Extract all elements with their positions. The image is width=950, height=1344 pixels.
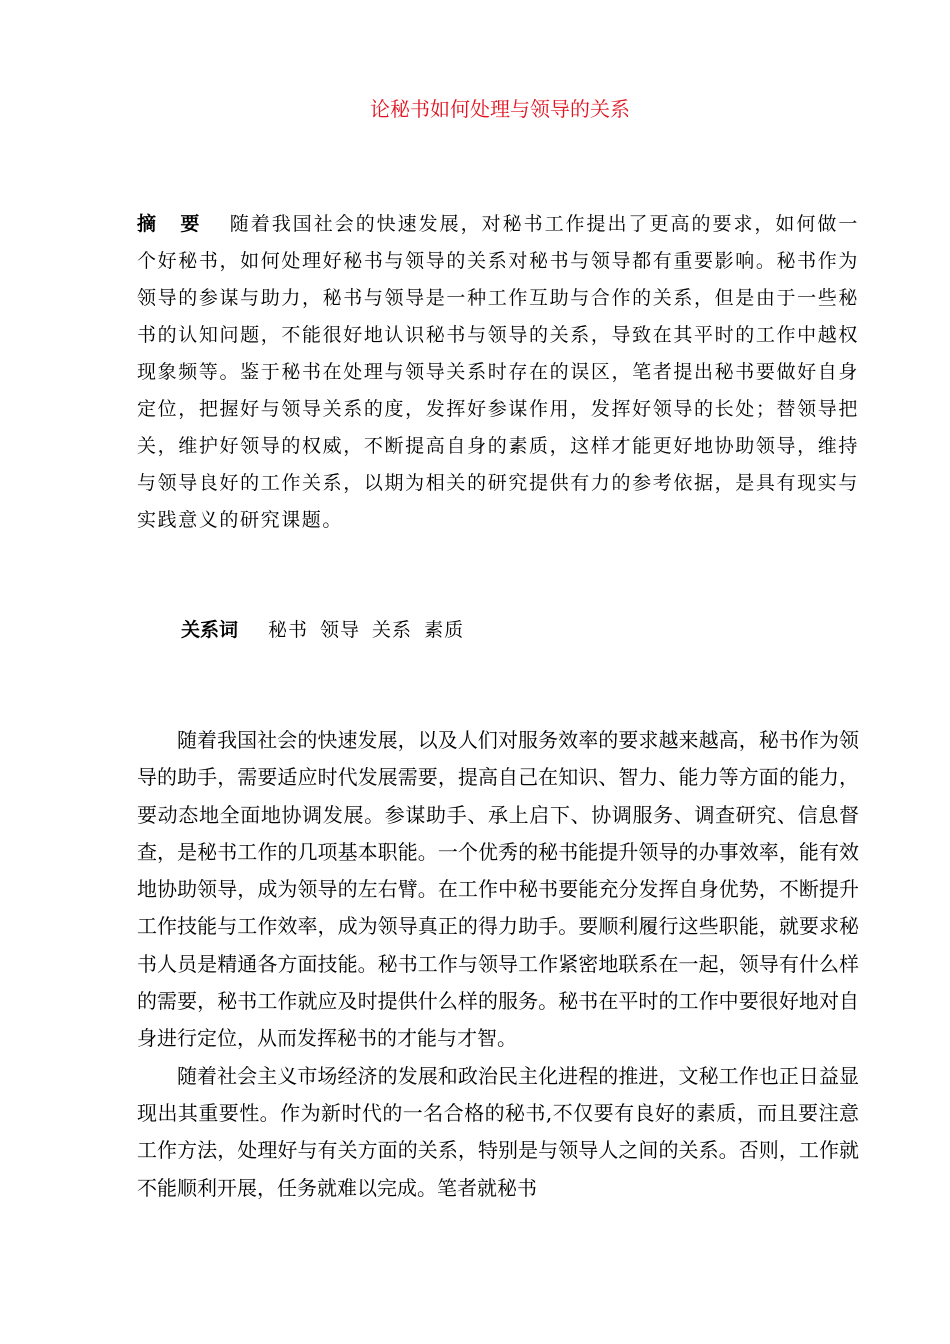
- abstract-label: 摘要: [137, 213, 224, 235]
- body-paragraph: 随着社会主义市场经济的发展和政治民主化进程的推进，文秘工作也正日益显现出其重要性。作为新时代的一名合格的秘书,不仅要有良好的素质，而且要注意工作方法，处理好与有关方面的关系，特别是与领导人之间的关系。否则，工作就不能顺利开展，任务就难以完成。笔者就秘书: [137, 1063, 859, 1200]
- keywords-section: [181, 615, 881, 645]
- abstract-text: 随着我国社会的快速发展，对秘书工作提出了更高的要求，如何做一个好秘书，如何处理好秘书与领导的关系对秘书与领导都有重要影响。秘书作为领导的参谋与助力，秘书与领导是一种工作互助与合作的关系，但是由于一些秘书的认知问题，不能很好地认识秘书与领导的关系，导致在其平时的工作中越权现象频等。鉴于秘书在处理与领导关系时存在的误区，笔者提出秘书要做好自身定位，把握好与领导关系的度，发挥好参谋作用，发挥好领导的长处；替领导把关，维护好领导的权威，不断提高自身的素质，这样才能更好地协助领导，维持与领导良好的工作关系，以期为相关的研究提供有力的参考依据，是具有现实与实践意义的研究课题。: [137, 213, 859, 531]
- keyword-item: 关系: [372, 619, 413, 641]
- body-paragraph: 随着我国社会的快速发展，以及人们对服务效率的要求越来越高，秘书作为领导的助手，需要适应时代发展需要，提高自己在知识、智力、能力等方面的能力，要动态地全面地协调发展。参谋助手、承上启下、协调服务、调查研究、信息督查，是秘书工作的几项基本职能。一个优秀的秘书能提升领导的办事效率，能有效地协助领导，成为领导的左右臂。在工作中秘书要能充分发挥自身优势，不断提升工作技能与工作效率，成为领导真正的得力助手。要顺利履行这些职能，就要求秘书人员是精通各方面技能。秘书工作与领导工作紧密地联系在一起，领导有什么样的需要，秘书工作就应及时提供什么样的服务。秘书在平时的工作中要很好地对自身进行定位，从而发挥秘书的才能与才智。: [137, 728, 859, 1051]
- keyword-item: 秘书: [268, 619, 309, 641]
- keyword-item: 领导: [320, 619, 361, 641]
- abstract-section: [137, 206, 859, 539]
- keyword-item: 素质: [424, 619, 465, 641]
- keywords-label: 关系词: [181, 619, 239, 641]
- keywords-list: [268, 619, 476, 641]
- document-title: 论秘书如何处理与领导的关系: [370, 97, 630, 121]
- body-text: [137, 722, 859, 1207]
